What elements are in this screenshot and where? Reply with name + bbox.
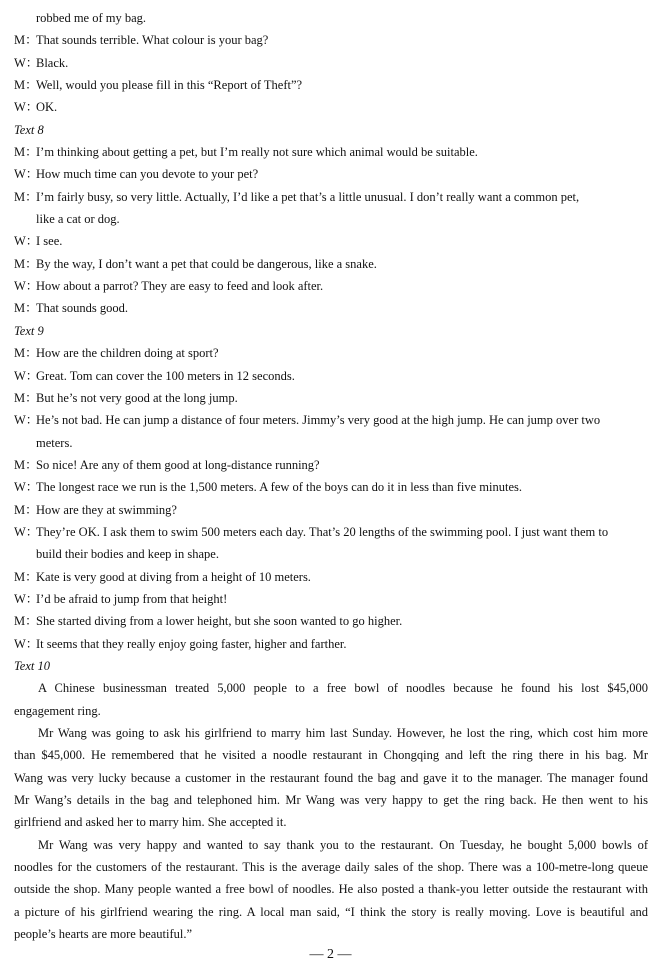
speaker-label: M： [14, 569, 38, 584]
speaker-label: M： [14, 614, 38, 629]
passage-line: noodles for the customers of the restaurant. This is the average daily sales of the shop. There was a 100-metre-long queue [14, 860, 648, 875]
speaker-label: M： [14, 502, 38, 517]
section-heading: Text 8 [14, 122, 44, 137]
section-heading: Text 10 [14, 658, 50, 673]
dialogue-line [14, 29, 648, 51]
dialogue-line [14, 454, 648, 476]
utterance-text: Great. Tom can cover the 100 meters in 12 seconds. [36, 368, 295, 383]
dialogue-line [14, 297, 648, 319]
passage-line: A Chinese businessman treated 5,000 people to a free bowl of noodles because he found his lost $45,000 [38, 681, 648, 696]
utterance-text: So nice! Are any of them good at long-distance running? [36, 457, 320, 472]
utterance-text: He’s not bad. He can jump a distance of four meters. Jimmy’s very good at the high jump. He can jump over two [36, 413, 601, 428]
utterance-text: But he’s not very good at the long jump. [36, 390, 238, 405]
dialogue-line [14, 230, 648, 252]
utterance-text: It seems that they really enjoy going faster, higher and farther. [36, 636, 347, 651]
speaker-label: M： [14, 189, 38, 204]
dialogue-line [14, 521, 648, 543]
dialogue-continuation: build their bodies and keep in shape. [36, 547, 219, 562]
utterance-text: Kate is very good at diving from a height of 10 meters. [36, 569, 311, 584]
speaker-label: M： [14, 33, 38, 48]
utterance-text: Black. [36, 55, 69, 70]
speaker-label: W： [14, 636, 39, 651]
dialogue-line [14, 610, 648, 632]
dialogue-line [14, 74, 648, 96]
utterance-text: By the way, I don’t want a pet that could be dangerous, like a snake. [36, 256, 377, 271]
passage-line: Wang was very lucky because a customer in the restaurant found the bag and gave it to the manager. The manager found [14, 770, 648, 785]
dialogue-line [14, 342, 648, 364]
dialogue-line [14, 186, 648, 208]
speaker-label: M： [14, 256, 38, 271]
dialogue-line [14, 253, 648, 275]
speaker-label: W： [14, 279, 39, 294]
passage-line: outside the shop. Many people wanted a free bowl of noodles. He also posted a thank-you letter outside the restaurant with [14, 882, 648, 897]
utterance-text: I’m thinking about getting a pet, but I’m really not sure which animal would be suitable. [36, 145, 478, 160]
page-number: — 2 — [309, 947, 352, 962]
speaker-label: W： [14, 480, 39, 495]
utterance-text: How about a parrot? They are easy to feed and look after. [36, 279, 324, 294]
dialogue-line [14, 275, 648, 297]
utterance-text: I see. [36, 234, 63, 249]
passage-line: Mr Wang’s details in the bag and telephoned him. Mr Wang was very happy to get the ring back. He then went to his [14, 793, 648, 808]
dialogue-line [14, 566, 648, 588]
passage-line: Mr Wang was going to ask his girlfriend to marry him last Sunday. However, he lost the ring, which cost him more [38, 726, 648, 740]
dialogue-line [14, 588, 648, 610]
speaker-label: W： [14, 368, 39, 383]
utterance-text: How are the children doing at sport? [36, 346, 219, 361]
speaker-label: M： [14, 145, 38, 160]
passage-line: people’s hearts are more beautiful.” [14, 927, 193, 942]
utterance-text: How are they at swimming? [36, 502, 177, 517]
dialogue-continuation: robbed me of my bag. [36, 11, 147, 25]
utterance-text: She started diving from a lower height, but she soon wanted to go higher. [36, 614, 403, 629]
utterance-text: I’d be afraid to jump from that height! [36, 591, 228, 606]
utterance-text: I’m fairly busy, so very little. Actually, I’d like a pet that’s a little unusual. I don’t really want a common pet, [36, 189, 580, 204]
dialogue-line [14, 476, 648, 498]
speaker-label: M： [14, 301, 38, 316]
dialogue-continuation: meters. [36, 435, 73, 450]
passage-line: a picture of his girlfriend wearing the ring. A local man said, “I think the story is really moving. Love is beautiful and [14, 904, 648, 919]
utterance-text: They’re OK. I ask them to swim 500 meters each day. That’s 20 lengths of the swimming pool. I just want them to [36, 524, 609, 539]
dialogue-line [14, 409, 648, 431]
speaker-label: M： [14, 78, 38, 93]
dialogue-line [14, 387, 648, 409]
utterance-text: How much time can you devote to your pet? [36, 167, 259, 182]
passage-line: girlfriend and asked her to marry him. She accepted it. [14, 815, 287, 830]
speaker-label: M： [14, 390, 38, 405]
dialogue-line [14, 163, 648, 185]
speaker-label: W： [14, 55, 39, 70]
utterance-text: That sounds terrible. What colour is your bag? [36, 33, 269, 48]
transcript-body [14, 7, 648, 945]
dialogue-line [14, 499, 648, 521]
speaker-label: W： [14, 591, 39, 606]
speaker-label: W： [14, 413, 39, 428]
speaker-label: M： [14, 346, 38, 361]
dialogue-line [14, 365, 648, 387]
dialogue-line [14, 52, 648, 74]
speaker-label: W： [14, 234, 39, 249]
section-heading: Text 9 [14, 323, 44, 338]
speaker-label: W： [14, 100, 39, 115]
passage-line: Mr Wang was very happy and wanted to say thank you to the restaurant. On Tuesday, he bought 5,000 bowls of [38, 837, 648, 852]
passage-line: than $45,000. He remembered that he visited a noodle restaurant in Chongqing and left the ring there in his bag. Mr [14, 748, 648, 763]
speaker-label: M： [14, 457, 38, 472]
utterance-text: That sounds good. [36, 301, 129, 316]
dialogue-line [14, 633, 648, 655]
speaker-label: W： [14, 167, 39, 182]
dialogue-continuation: like a cat or dog. [36, 212, 120, 227]
dialogue-line [14, 96, 648, 118]
utterance-text: Well, would you please fill in this “Report of Theft”? [36, 78, 303, 93]
dialogue-line [14, 141, 648, 163]
passage-line: engagement ring. [14, 703, 101, 718]
utterance-text: OK. [36, 100, 58, 115]
speaker-label: W： [14, 524, 39, 539]
utterance-text: The longest race we run is the 1,500 meters. A few of the boys can do it in less than five minutes. [36, 480, 522, 495]
